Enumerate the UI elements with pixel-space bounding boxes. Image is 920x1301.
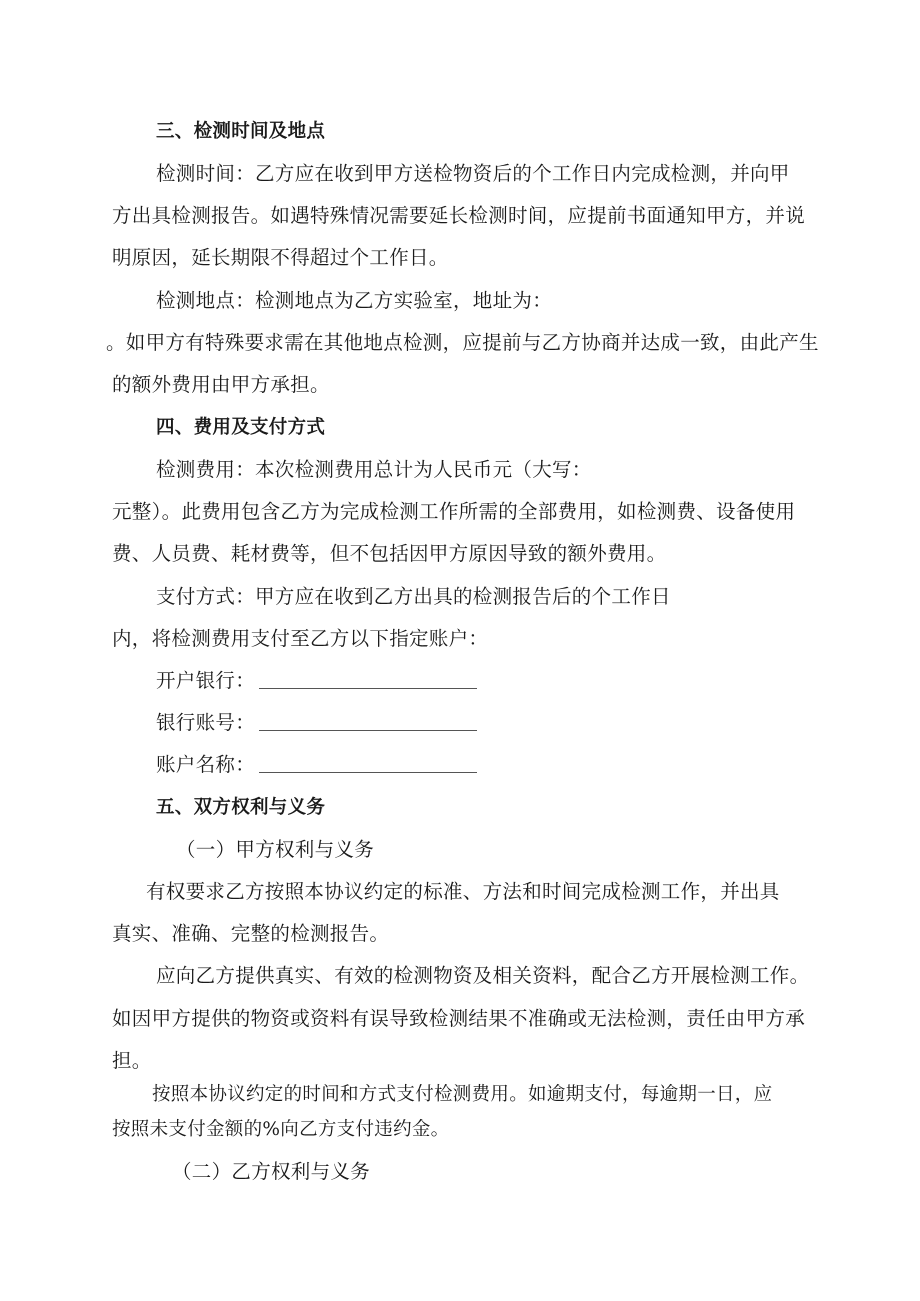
account-name-row [156,752,477,778]
party-a-right-2-line-1: 应向乙方提供真实、有效的检测物资及相关资料，配合乙方开展检测工作。 [156,964,810,987]
test-time-line-1: 检测时间：乙方应在收到甲方送检物资后的个工作日内完成检测，并向甲 [156,162,790,185]
account-name-blank [259,752,477,773]
party-a-right-2-line-3: 担。 [112,1049,152,1072]
test-time-line-2: 方出具检测报告。如遇特殊情况需要延长检测时间，应提前书面通知甲方，并说 [112,204,806,227]
account-name-label: 账户名称： [156,753,256,776]
section-4-heading: 四、费用及支付方式 [156,417,326,438]
party-a-right-3-line-1: 按照本协议约定的时间和方式支付检测费用。如逾期支付，每逾期一日，应 [152,1084,773,1105]
fee-line-1: 检测费用：本次检测费用总计为人民币元（大写： [156,458,592,481]
bank-name-row [156,668,477,694]
party-a-right-3-line-2: 按照未支付金额的%向乙方支付违约金。 [112,1119,450,1140]
section-3-heading: 三、检测时间及地点 [156,121,326,142]
bank-account-label: 银行账号： [156,711,256,734]
bank-account-blank [259,710,477,731]
test-place-line-1: 检测地点：检测地点为乙方实验室，地址为： [156,289,553,312]
payment-line-1: 支付方式：甲方应在收到乙方出具的检测报告后的个工作日 [156,585,671,608]
party-a-right-1-line-2: 真实、准确、完整的检测报告。 [112,922,390,945]
test-time-line-3: 明原因，延长期限不得超过个工作日。 [112,246,449,269]
party-a-right-1-line-1: 有权要求乙方按照本协议约定的标准、方法和时间完成检测工作，并出具 [146,880,780,903]
bank-name-blank [259,668,477,689]
test-place-line-2: 。如甲方有特殊要求需在其他地点检测，应提前与乙方协商并达成一致，由此产生 [106,331,819,354]
party-b-subheading: （二）乙方权利与义务 [172,1160,371,1183]
section-5-heading: 五、双方权利与义务 [156,797,326,818]
fee-line-3: 费、人员费、耗材费等，但不包括因甲方原因导致的额外费用。 [112,542,667,565]
test-place-line-3: 的额外费用由甲方承担。 [112,373,330,396]
party-a-subheading: （一）甲方权利与义务 [176,838,375,861]
payment-line-2: 内，将检测费用支付至乙方以下指定账户： [112,627,489,650]
fee-line-2: 元整）。此费用包含乙方为完成检测工作所需的全部费用，如检测费、设备使用 [112,500,796,523]
bank-name-label: 开户银行： [156,669,256,692]
bank-account-row [156,710,477,736]
party-a-right-2-line-2: 如因甲方提供的物资或资料有误导致检测结果不准确或无法检测，责任由甲方承 [112,1007,806,1030]
